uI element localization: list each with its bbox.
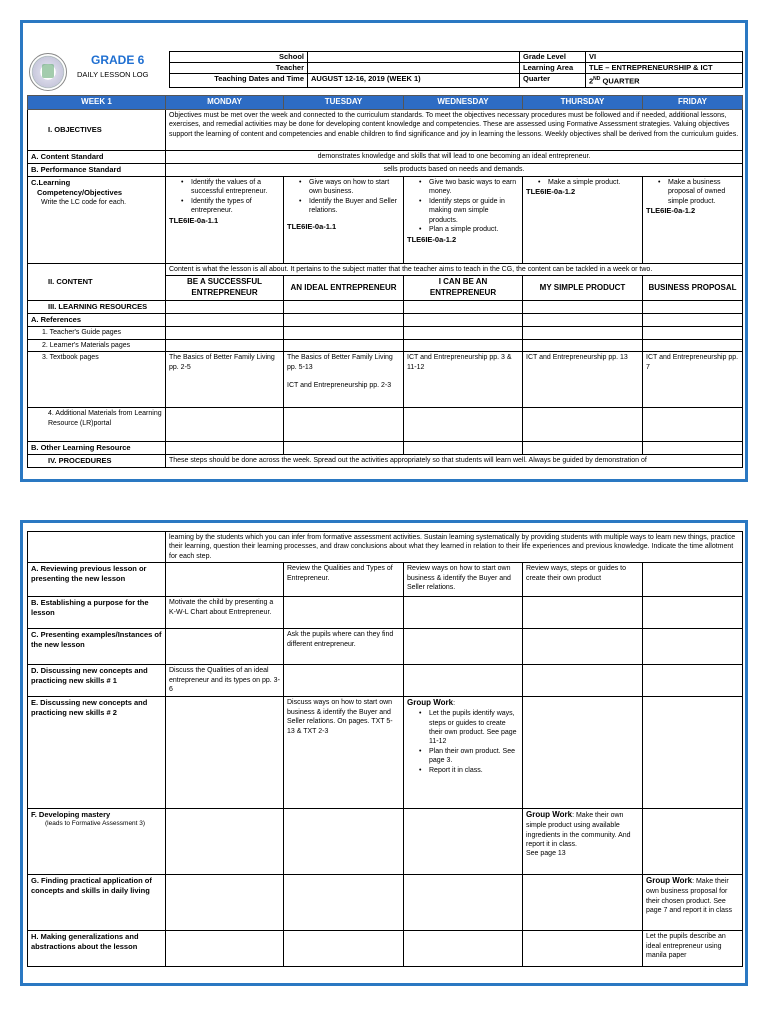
topic-wednesday: I CAN BE AN ENTREPRENEUR <box>404 276 523 301</box>
week-header-row <box>28 96 743 110</box>
group-work-friday: Group Work: Make their own business proposal for their chosen product. See page 7 and report it in class <box>643 875 743 931</box>
lesson-table-page-2 <box>27 531 743 967</box>
textbook-monday: The Basics of Better Family Living pp. 2-5 <box>166 352 284 408</box>
teacher-label: Teacher <box>170 63 308 74</box>
resources-label: III. LEARNING RESOURCES <box>28 301 166 314</box>
objectives-text: Objectives must be met over the week and connected to the curriculum standards. To meet the objectives necessary procedures must be followed and if needed, additional lessons, exercises, and remedial activities may be done for developing content knowledge and competencies. These are assessed using Formative Assessment strategies. Valuing objectives support the learning of content and competencies and enable children to find significance and joy in learning the lessons. Weekly objectives shall be derived from the curriculum guides. <box>166 109 743 150</box>
competency-monday: • Identify the values of a successful entrepreneur. • Identify the types of entrepreneur. TLE6IE-0a-1.1 <box>166 177 284 264</box>
header-info-table <box>169 51 743 88</box>
dates-value: AUGUST 12-16, 2019 (WEEK 1) <box>308 74 520 88</box>
teacher-value <box>308 63 520 74</box>
procedures-label: IV. PROCEDURES <box>28 455 166 468</box>
other-resource-label: B. Other Learning Resource <box>28 442 166 455</box>
quarter-label: Quarter <box>520 74 586 88</box>
competency-wednesday: • Give two basic ways to earn money. • Identify steps or guide in making own simple products. • Plan a simple product. TLE6IE-0a-1.2 <box>404 177 523 264</box>
procedure-row-d: D. Discussing new concepts and practicing new skills # 1 Discuss the Qualities of an ideal entrepreneur and its types on pp. 3-6 <box>28 665 743 697</box>
grade-level-value: VI <box>586 52 743 63</box>
col-tuesday: TUESDAY <box>284 96 404 110</box>
col-wednesday: WEDNESDAY <box>404 96 523 110</box>
page-1 <box>20 20 748 482</box>
learning-area-value: TLE – ENTREPRENEURSHIP & ICT <box>586 63 743 74</box>
dates-label: Teaching Dates and Time <box>170 74 308 88</box>
competency-label: C.Learning Competency/Objectives Write the LC code for each. <box>28 177 166 264</box>
topic-friday: BUSINESS PROPOSAL <box>643 276 743 301</box>
page-2 <box>20 520 748 986</box>
deped-seal-icon <box>29 53 67 91</box>
tg-label: 1. Teacher's Guide pages <box>28 327 166 339</box>
school-value <box>308 52 520 63</box>
performance-standard-label: B. Performance Standard <box>28 163 166 176</box>
lesson-table-page-1 <box>27 95 743 468</box>
procedure-row-e: E. Discussing new concepts and practicing new skills # 2 Discuss ways on how to start own business & identify the Buyer and Seller relations. On pages. TXT 5-13 & TXT 2-3 Group Work: • Let the pupils identify ways, steps or guides to create their own product. See page 11-12 • Plan their own product. See page 3. • Report it in class. <box>28 697 743 809</box>
group-work-wednesday: Group Work: • Let the pupils identify ways, steps or guides to create their own product. See page 11-12 • Plan their own product. See page 3. • Report it in class. <box>404 697 523 809</box>
col-friday: FRIDAY <box>643 96 743 110</box>
objectives-label: I. OBJECTIVES <box>28 109 166 150</box>
topic-tuesday: AN IDEAL ENTREPRENEUR <box>284 276 404 301</box>
competency-tuesday: • Give ways on how to start own business. • Identify the Buyer and Seller relations. TLE6IE-0a-1.1 <box>284 177 404 264</box>
procedures-text-1: These steps should be done across the week. Spread out the activities appropriately so that students will learn well. Always be guided by demonstration of <box>166 455 743 468</box>
textbook-thursday: ICT and Entrepreneurship pp. 13 <box>523 352 643 408</box>
procedure-row-a: A. Reviewing previous lesson or presenting the new lesson Review the Qualities and Types of Entrepreneur. Review ways on how to start own business & identify the Buyer and Seller relations. Review ways, steps or guides to create their own product <box>28 563 743 597</box>
learning-area-label: Learning Area <box>520 63 586 74</box>
content-standard-text: demonstrates knowledge and skills that will lead to one becoming an ideal entrepreneur. <box>166 150 743 163</box>
log-title: DAILY LESSON LOG <box>77 70 149 79</box>
references-label: A. References <box>28 314 166 327</box>
competency-friday: • Make a business proposal of owned simple product. TLE6IE-0a-1.2 <box>643 177 743 264</box>
textbook-friday: ICT and Entrepreneurship pp. 7 <box>643 352 743 408</box>
procedure-row-f: F. Developing mastery (leads to Formative Assessment 3) Group Work: Make their own simple product using available ingredients in the community. And report it in class. See page 13 <box>28 809 743 875</box>
content-standard-label: A. Content Standard <box>28 150 166 163</box>
textbook-tuesday: The Basics of Better Family Living pp. 5-13 ICT and Entrepreneurship pp. 2-3 <box>284 352 404 408</box>
performance-standard-text: sells products based on needs and demands. <box>166 163 743 176</box>
topic-thursday: MY SIMPLE PRODUCT <box>523 276 643 301</box>
school-label: School <box>170 52 308 63</box>
lm-label: 2. Learner's Materials pages <box>28 339 166 351</box>
procedure-row-c: C. Presenting examples/Instances of the new lesson Ask the pupils where can they find different entrepreneur. <box>28 629 743 665</box>
content-text: Content is what the lesson is all about. It pertains to the subject matter that the teacher aims to teach in the CG, the content can be tackled in a week or two. <box>166 264 743 276</box>
grade-title: GRADE 6 <box>91 53 145 67</box>
header-logo-block <box>27 51 167 95</box>
textbook-label: 3. Textbook pages <box>28 352 166 408</box>
procedures-text-2: learning by the students which you can infer from formative assessment activities. Sustain learning systematically by providing students with multiple ways to learn new things, practice their learning, question their learning processes, and draw conclusions about what they learned in relation to their life experiences and previous knowledge. Indicate the time allotment for each step. <box>166 532 743 563</box>
topic-monday: BE A SUCCESSFUL ENTREPRENEUR <box>166 276 284 301</box>
col-monday: MONDAY <box>166 96 284 110</box>
content-label: II. CONTENT <box>28 264 166 301</box>
grade-level-label: Grade Level <box>520 52 586 63</box>
quarter-value: 2ND QUARTER <box>586 74 743 88</box>
procedure-row-g: G. Finding practical application of concepts and skills in daily living Group Work: Make their own business proposal for their chosen product. See page 7 and report it in class <box>28 875 743 931</box>
col-week: WEEK 1 <box>28 96 166 110</box>
procedure-row-h: H. Making generalizations and abstractions about the lesson Let the pupils describe an ideal entrepreneur using manila paper <box>28 931 743 967</box>
procedure-row-b: B. Establishing a purpose for the lesson Motivate the child by presenting a K-W-L Chart about Entrepreneur. <box>28 597 743 629</box>
col-thursday: THURSDAY <box>523 96 643 110</box>
textbook-wednesday: ICT and Entrepreneurship pp. 3 & 11-12 <box>404 352 523 408</box>
additional-materials-label: 4. Additional Materials from Learning Resource (LR)portal <box>28 408 166 442</box>
group-work-thursday: Group Work: Make their own simple product using available ingredients in the community. And report it in class. See page 13 <box>523 809 643 875</box>
competency-thursday: • Make a simple product. TLE6IE-0a-1.2 <box>523 177 643 264</box>
